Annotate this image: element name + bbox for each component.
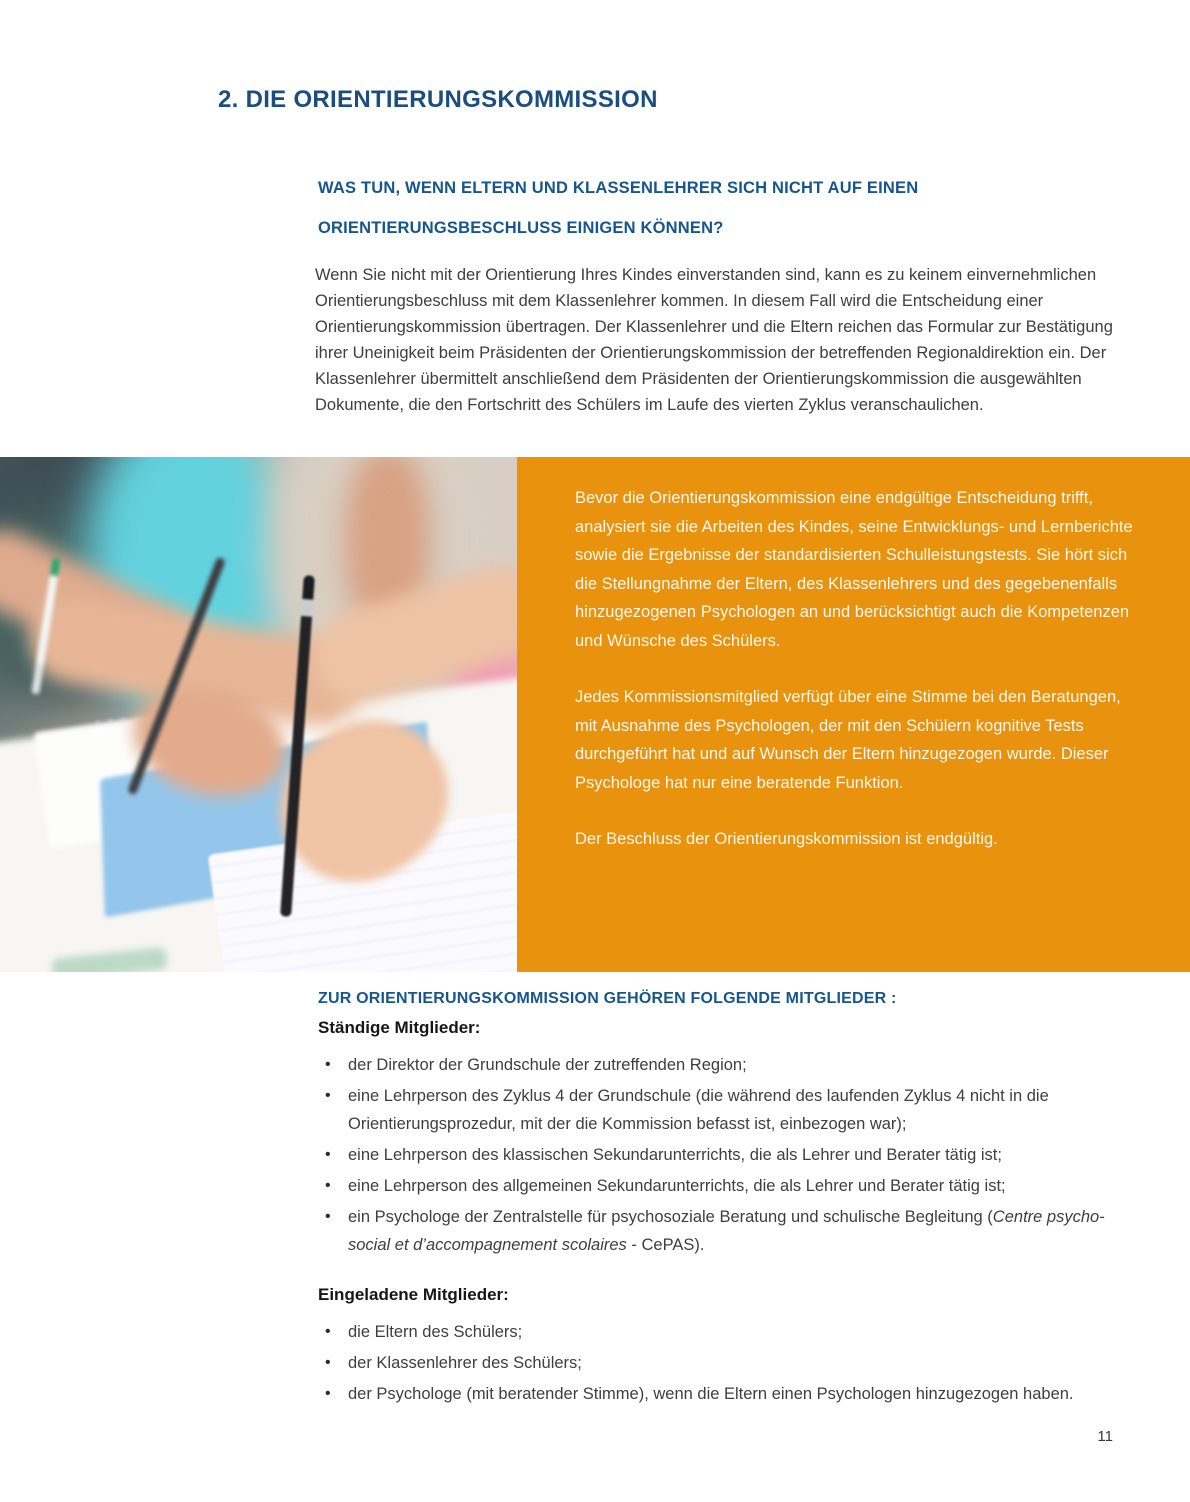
- list-item-italic-text: Centre psycho-social et d’accompagnement scolaires: [348, 1208, 1105, 1254]
- page-title: 2. DIE ORIENTIERUNGSKOMMISSION: [218, 86, 658, 113]
- list-item: • der Psychologe (mit beratender Stimme), wenn die Eltern einen Psychologen hinzugezogen haben.: [318, 1380, 1132, 1408]
- highlight-paragraph-3: Der Beschluss der Orientierungskommission ist endgültig.: [575, 830, 998, 848]
- highlight-paragraph-2: Jedes Kommissionsmitglied verfügt über eine Stimme bei den Beratungen, mit Ausnahme des Psychologen, der mit den Schülern kognitive Tests durchgeführt hat und auf Wunsch der Eltern hinzugezogen wurde. Dieser Psychologe hat nur eine beratende Funktion.: [575, 688, 1121, 792]
- members-section: [318, 990, 1132, 1411]
- list-item: • der Direktor der Grundschule der zutreffenden Region;: [318, 1051, 1132, 1079]
- page-number: 11: [1097, 1428, 1113, 1445]
- permanent-members-list: [318, 1051, 1132, 1259]
- question-heading: [318, 168, 1098, 248]
- question-heading-line-2: ORIENTIERUNGSBESCHLUSS EINIGEN KÖNNEN?: [318, 219, 724, 237]
- photo-highlight-band: [0, 457, 1190, 972]
- highlight-paragraph-1: Bevor die Orientierungskommission eine endgültige Entscheidung trifft, analysiert sie die Arbeiten des Kindes, seine Entwicklungs- und Lernberichte sowie die Ergebnisse der standardisierten Schulleistungstests. Sie hört sich die Stellungnahme der Eltern, des Klassenlehrers und des gegebenenfalls hinzugezogenen Psychologen an und berücksichtigt auch die Kompetenzen und Wünsche des Schülers.: [575, 489, 1133, 650]
- list-item: [318, 1203, 1132, 1259]
- classroom-photo: [0, 457, 517, 972]
- list-item-text: ein Psychologe der Zentralstelle für psychosoziale Beratung und schulische Begleitung (: [348, 1208, 993, 1226]
- list-item: • eine Lehrperson des allgemeinen Sekundarunterrichts, die als Lehrer und Berater tätig ist;: [318, 1172, 1132, 1200]
- highlight-box: [517, 457, 1190, 972]
- list-item: • eine Lehrperson des klassischen Sekundarunterrichts, die als Lehrer und Berater tätig ist;: [318, 1141, 1132, 1169]
- intro-paragraph: Wenn Sie nicht mit der Orientierung Ihres Kindes einverstanden sind, kann es zu keinem einvernehmlichen Orientierungsbeschluss mit dem Klassenlehrer kommen. In diesem Fall wird die Entscheidung einer Orientierungskommission übertragen. Der Klassenlehrer und die Eltern reichen das Formular zur Bestätigung ihrer Uneinigkeit beim Präsidenten der Orientierungskommission der betreffenden Regionaldirektion ein. Der Klassenlehrer übermittelt anschließend dem Präsidenten der Orientierungskommission die ausgewählten Dokumente, die den Fortschritt des Schülers im Laufe des vierten Zyklus veranschaulichen.: [315, 266, 1113, 414]
- list-item-text: - CePAS).: [626, 1236, 705, 1254]
- list-item: • der Klassenlehrer des Schülers;: [318, 1349, 1132, 1377]
- list-item: • eine Lehrperson des Zyklus 4 der Grundschule (die während des laufenden Zyklus 4 nicht in die Orientierungsprozedur, mit der die Kommission befasst ist, einbezogen war);: [318, 1082, 1132, 1138]
- question-heading-line-1: WAS TUN, WENN ELTERN UND KLASSENLEHRER SICH NICHT AUF EINEN: [318, 179, 919, 197]
- invited-members-list: [318, 1318, 1132, 1408]
- list-item: • die Eltern des Schülers;: [318, 1318, 1132, 1346]
- members-heading: ZUR ORIENTIERUNGSKOMMISSION GEHÖREN FOLGENDE MITGLIEDER :: [318, 990, 897, 1007]
- permanent-members-title: Ständige Mitglieder:: [318, 1018, 481, 1037]
- invited-members-title: Eingeladene Mitglieder:: [318, 1285, 509, 1304]
